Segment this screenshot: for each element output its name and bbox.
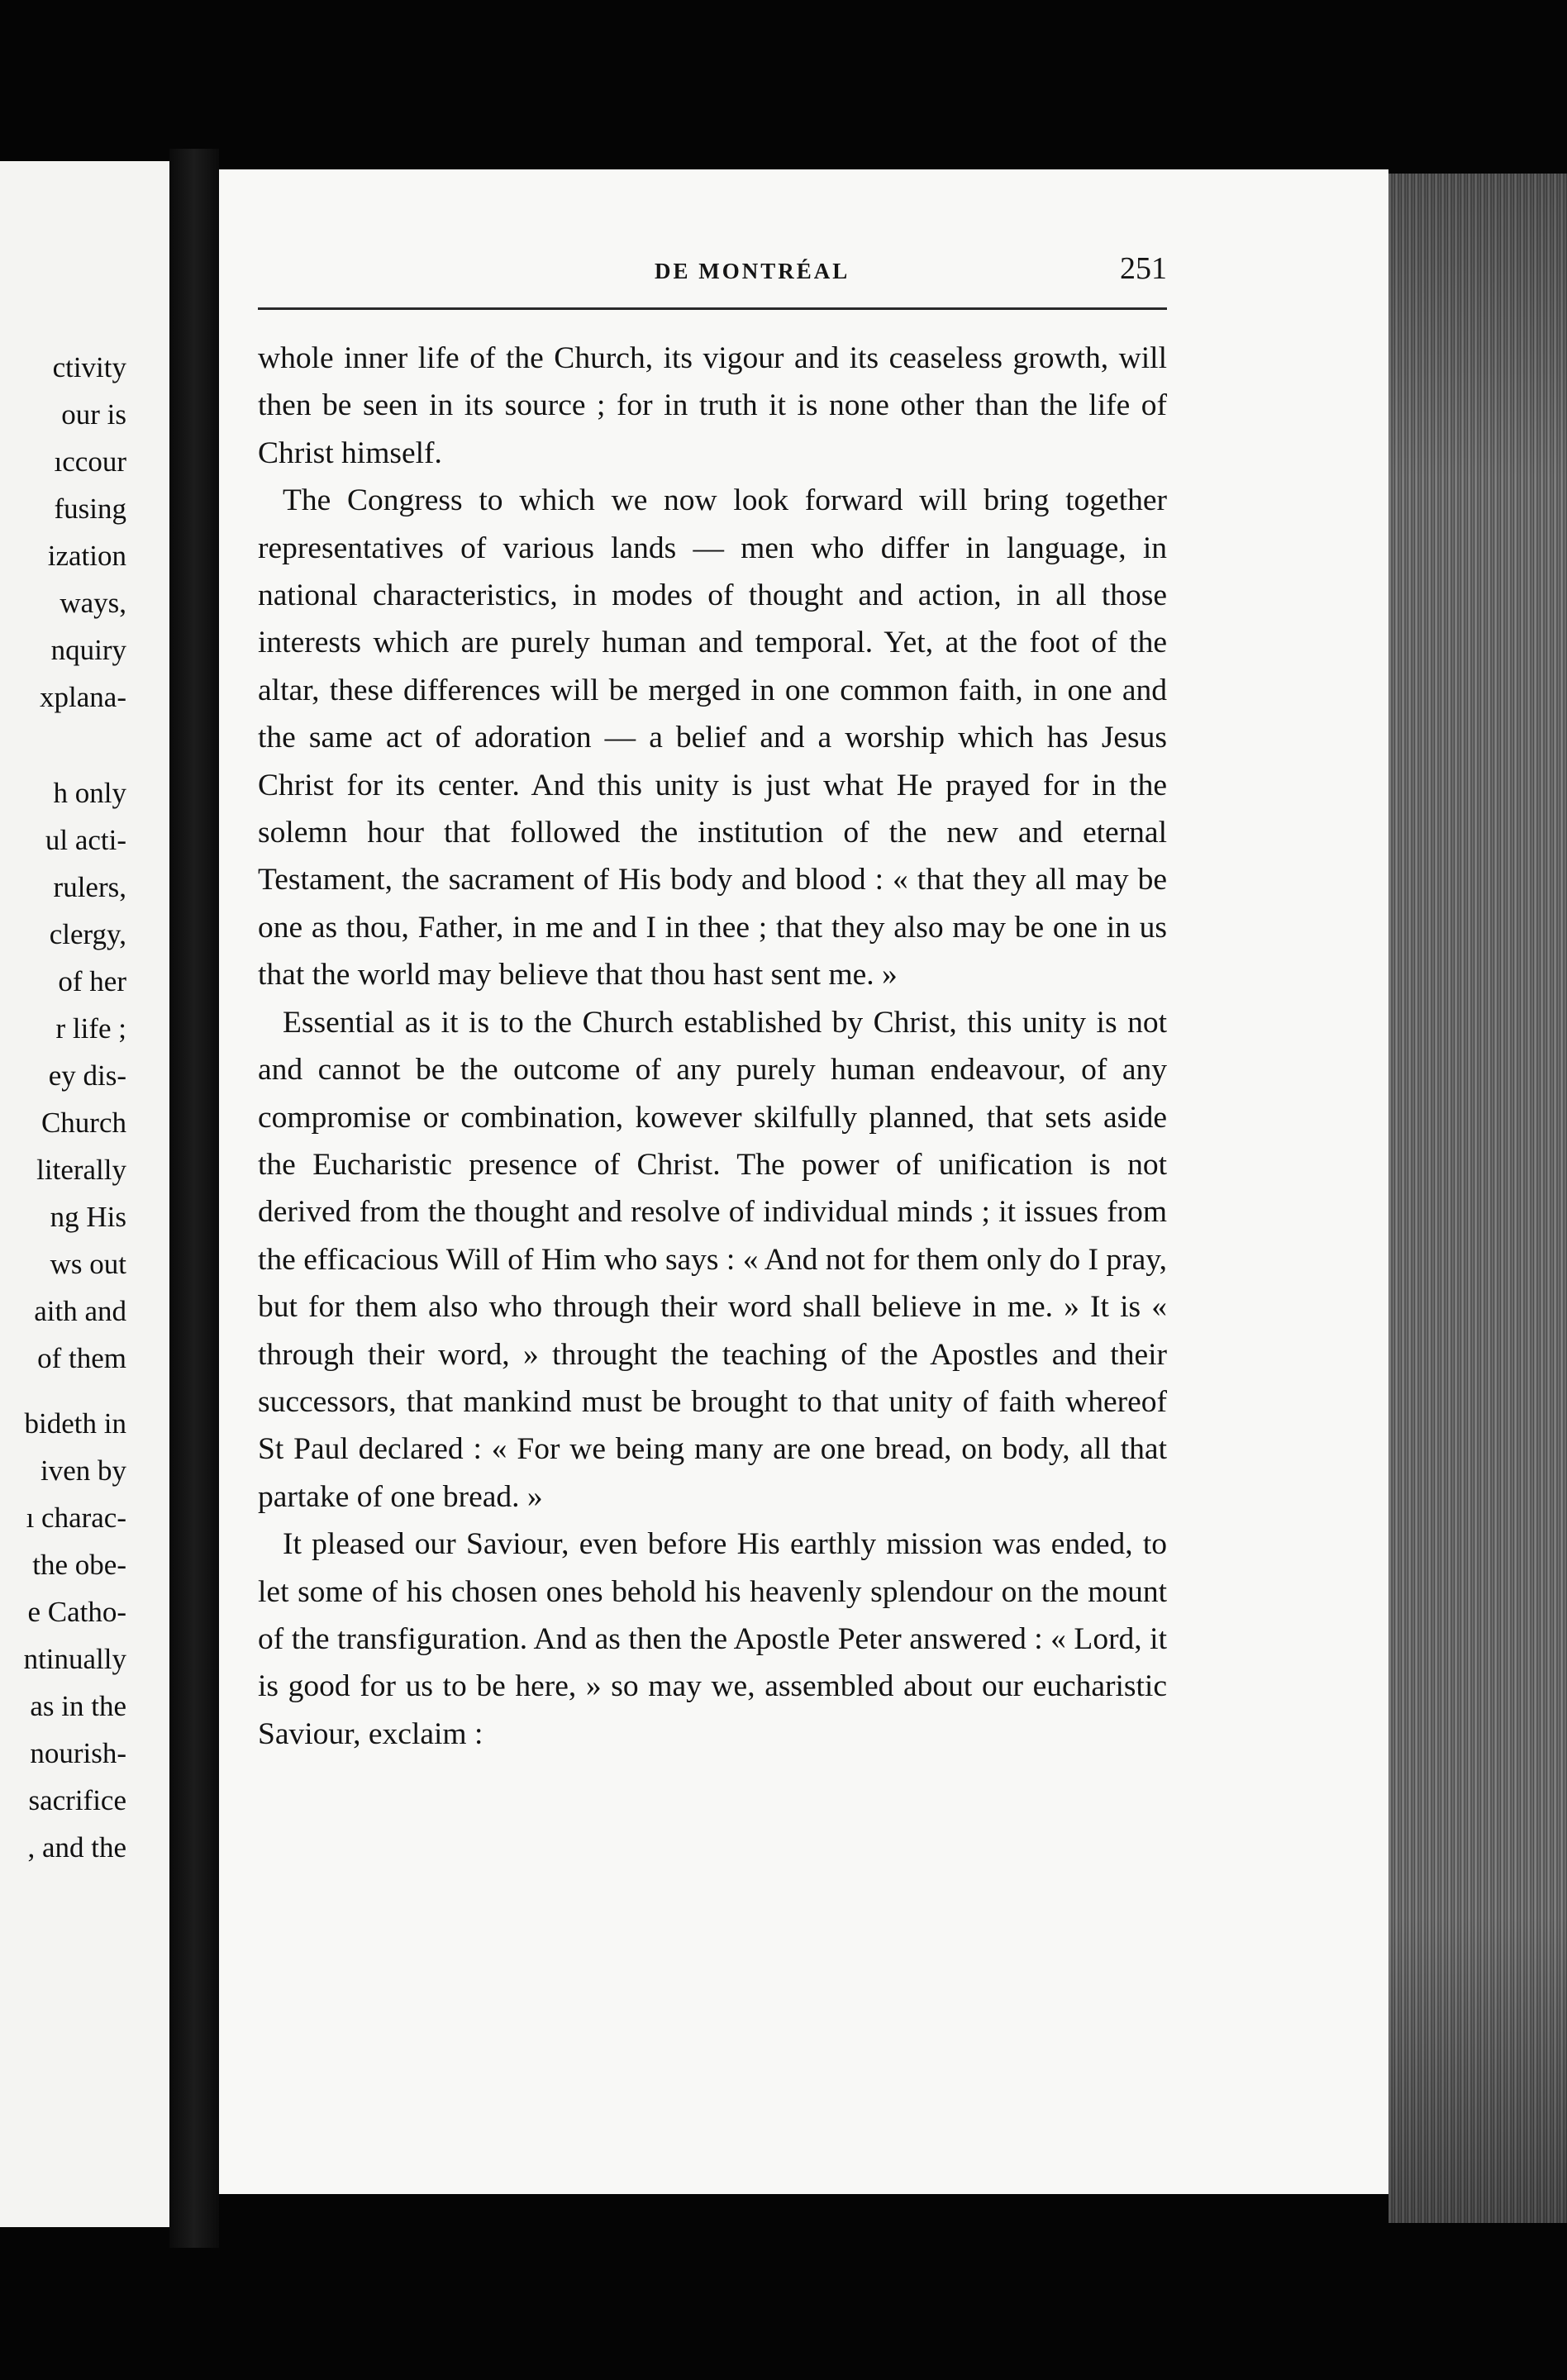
left-page-text-fragment: sacrifice — [28, 1784, 126, 1816]
left-page-text-fragment: ization — [47, 540, 126, 572]
left-page-text-fragment: r life ; — [55, 1012, 126, 1045]
left-page-text-fragment: our is — [61, 398, 126, 431]
left-page-text-fragment: fusing — [54, 493, 126, 525]
left-facing-page — [0, 161, 174, 2227]
left-page-text-fragment: as in the — [30, 1690, 126, 1722]
left-page-text-fragment: the obe- — [32, 1549, 126, 1581]
left-page-text-fragment: nquiry — [50, 634, 126, 666]
header-rule — [258, 307, 1167, 310]
left-page-text-fragment: ctivity — [52, 351, 126, 383]
left-page-text-fragment: ws out — [50, 1248, 126, 1280]
left-page-text-fragment: Church — [40, 1107, 126, 1139]
book-gutter — [169, 149, 219, 2248]
left-page-text-fragment: rulers, — [53, 871, 126, 903]
left-page-text-fragment: bideth in — [24, 1407, 126, 1440]
left-page-text-fragment: iven by — [40, 1454, 126, 1487]
page-number: 251 — [1120, 251, 1167, 286]
left-page-text-fragment: ways, — [60, 587, 126, 619]
left-page-text-fragment: ul acti- — [45, 824, 126, 856]
left-page-text-fragment: ı charac- — [26, 1502, 126, 1534]
left-page-text-fragment: e Catho- — [27, 1596, 126, 1628]
left-page-text-fragment: ng His — [50, 1201, 126, 1233]
left-page-text-fragment: of her — [58, 965, 126, 997]
body-text — [258, 335, 1167, 1758]
left-page-text-fragment: clergy, — [49, 918, 126, 950]
left-page-text-fragment: ntinually — [23, 1643, 126, 1675]
left-page-text-fragment: xplana- — [40, 681, 126, 713]
right-page — [219, 169, 1388, 2194]
running-title: DE MONTRÉAL — [655, 259, 850, 283]
left-page-text-fragment: ıccour — [54, 445, 126, 478]
left-page-text-fragment: literally — [36, 1154, 126, 1186]
paragraph-3: Essential as it is to the Church established by Christ, this unity is not and cannot be the outcome of any purely human endeavour, of any compromise or combination, kowever skilfully planned, that sets aside the Eucharistic presence of Christ. The power of unification is not derived from the thought and resolve of individual minds ; it issues from the efficacious Will of Him who says : « And not for them only do I pray, but for them also who through their word shall believe in me. » It is « through their word, » throught the teaching of the Apostles and their successors, that mankind must be brought to that unity of faith whereof St Paul declared : « For we being many are one bread, on body, all that partake of one bread. » — [258, 1005, 1167, 1514]
page-block-edge — [1388, 174, 1567, 2223]
left-page-text-fragment: of them — [37, 1342, 126, 1374]
paragraph-1: whole inner life of the Church, its vigour and its ceaseless growth, will then be seen in its source ; for in truth it is none other than the life of Christ himself. — [258, 341, 1167, 470]
paragraph-4: It pleased our Saviour, even before His earthly mission was ended, to let some of his chosen ones behold his heavenly splendour on the mount of the transfiguration. And as then the Apostle Peter answered : « Lord, it is good for us to be here, » so may we, assembled about our eucharistic Saviour, exclaim : — [258, 1527, 1167, 1751]
page-header — [258, 244, 1167, 310]
left-page-text-fragment: h only — [53, 777, 126, 809]
left-page-text-fragment: nourish- — [30, 1737, 126, 1769]
paragraph-2: The Congress to which we now look forward will bring together representatives of various lands — men who differ in language, in national characteristics, in modes of thought and action, in all those interests which are purely human and temporal. Yet, at the foot of the altar, these differences will be merged in one common faith, in one and the same act of adoration — a belief and a worship which has Jesus Christ for its center. And this unity is just what He prayed for in the solemn hour that followed the institution of the new and eternal Testament, the sacrament of His body and blood : « that they all may be one as thou, Father, in me and I in thee ; that they also may be one in us that the world may believe that thou hast sent me. » — [258, 483, 1167, 992]
left-page-text-fragment: aith and — [34, 1295, 126, 1327]
left-page-text-fragment: , and the — [27, 1831, 126, 1864]
left-page-text-fragment: ey dis- — [48, 1059, 126, 1092]
